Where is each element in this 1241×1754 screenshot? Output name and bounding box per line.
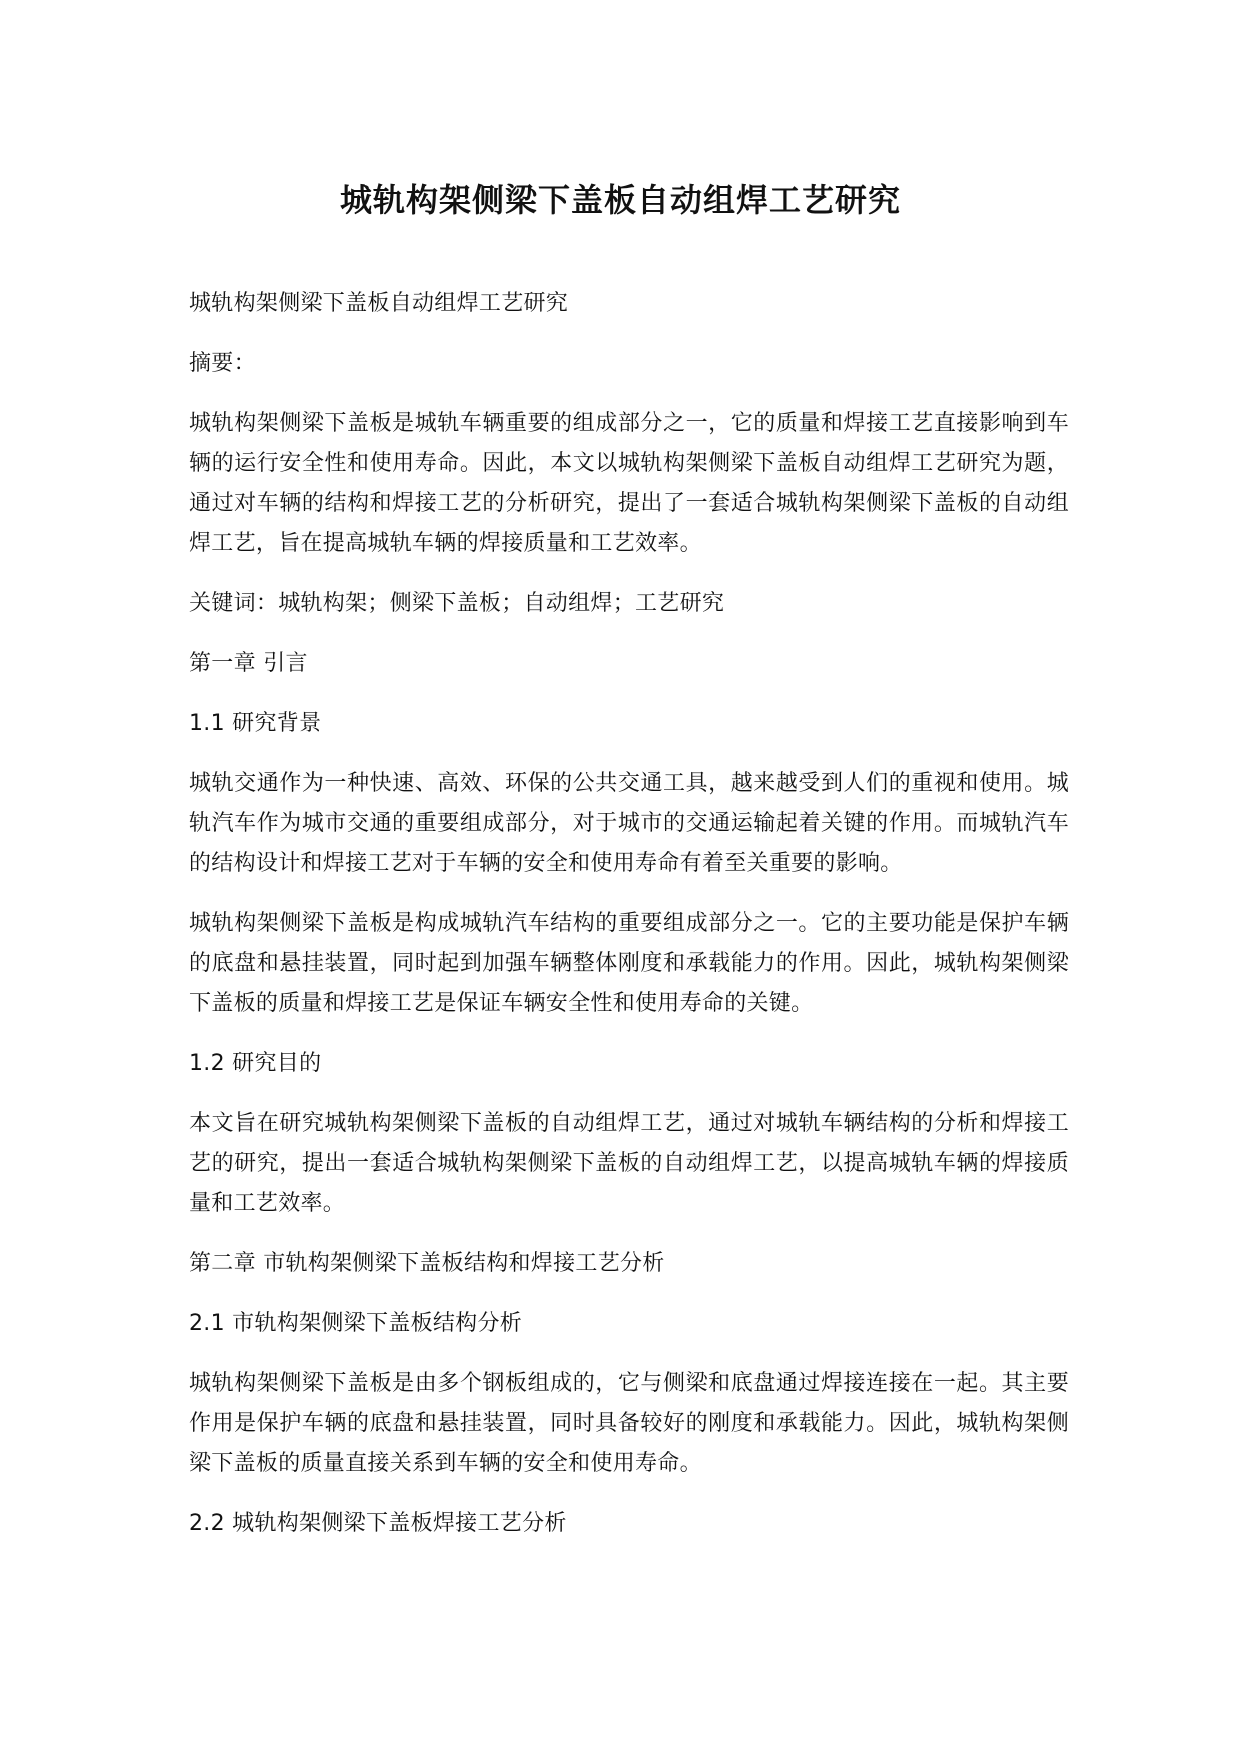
document-body xyxy=(189,284,1069,1544)
section-2-1-heading: 2.1 市轨构架侧梁下盖板结构分析 xyxy=(189,1311,523,1336)
abstract-heading: 摘要： xyxy=(189,351,256,376)
chapter-2-heading: 第二章 市轨构架侧梁下盖板结构和焊接工艺分析 xyxy=(189,1251,665,1276)
abstract-paragraph: 城轨构架侧梁下盖板是城轨车辆重要的组成部分之一，它的质量和焊接工艺直接影响到车辆的运行安全性和使用寿命。因此，本文以城轨构架侧梁下盖板自动组焊工艺研究为题，通过对车辆的结构和焊接工艺的分析研究，提出了一套适合城轨构架侧梁下盖板的自动组焊工艺，旨在提高城轨车辆的焊接质量和工艺效率。 xyxy=(189,411,1069,556)
chapter-1-heading: 第一章 引言 xyxy=(189,651,308,676)
purpose-paragraph: 本文旨在研究城轨构架侧梁下盖板的自动组焊工艺，通过对城轨车辆结构的分析和焊接工艺的研究，提出一套适合城轨构架侧梁下盖板的自动组焊工艺，以提高城轨车辆的焊接质量和工艺效率。 xyxy=(189,1111,1069,1216)
document-title: 城轨构架侧梁下盖板自动组焊工艺研究 xyxy=(339,181,901,219)
subtitle-line: 城轨构架侧梁下盖板自动组焊工艺研究 xyxy=(189,291,569,316)
section-2-2-heading: 2.2 城轨构架侧梁下盖板焊接工艺分析 xyxy=(189,1511,567,1536)
background-paragraph-2: 城轨构架侧梁下盖板是构成城轨汽车结构的重要组成部分之一。它的主要功能是保护车辆的底盘和悬挂装置，同时起到加强车辆整体刚度和承载能力的作用。因此，城轨构架侧梁下盖板的质量和焊接工艺是保证车辆安全性和使用寿命的关键。 xyxy=(189,911,1069,1016)
background-paragraph-1: 城轨交通作为一种快速、高效、环保的公共交通工具，越来越受到人们的重视和使用。城轨汽车作为城市交通的重要组成部分，对于城市的交通运输起着关键的作用。而城轨汽车的结构设计和焊接工艺对于车辆的安全和使用寿命有着至关重要的影响。 xyxy=(189,771,1069,876)
section-1-2-heading: 1.2 研究目的 xyxy=(189,1051,322,1076)
section-1-1-heading: 1.1 研究背景 xyxy=(189,711,322,736)
structure-paragraph: 城轨构架侧梁下盖板是由多个钢板组成的，它与侧梁和底盘通过焊接连接在一起。其主要作用是保护车辆的底盘和悬挂装置，同时具备较好的刚度和承载能力。因此，城轨构架侧梁下盖板的质量直接关系到车辆的安全和使用寿命。 xyxy=(189,1371,1069,1476)
keywords-line: 关键词：城轨构架；侧梁下盖板；自动组焊；工艺研究 xyxy=(189,591,725,616)
